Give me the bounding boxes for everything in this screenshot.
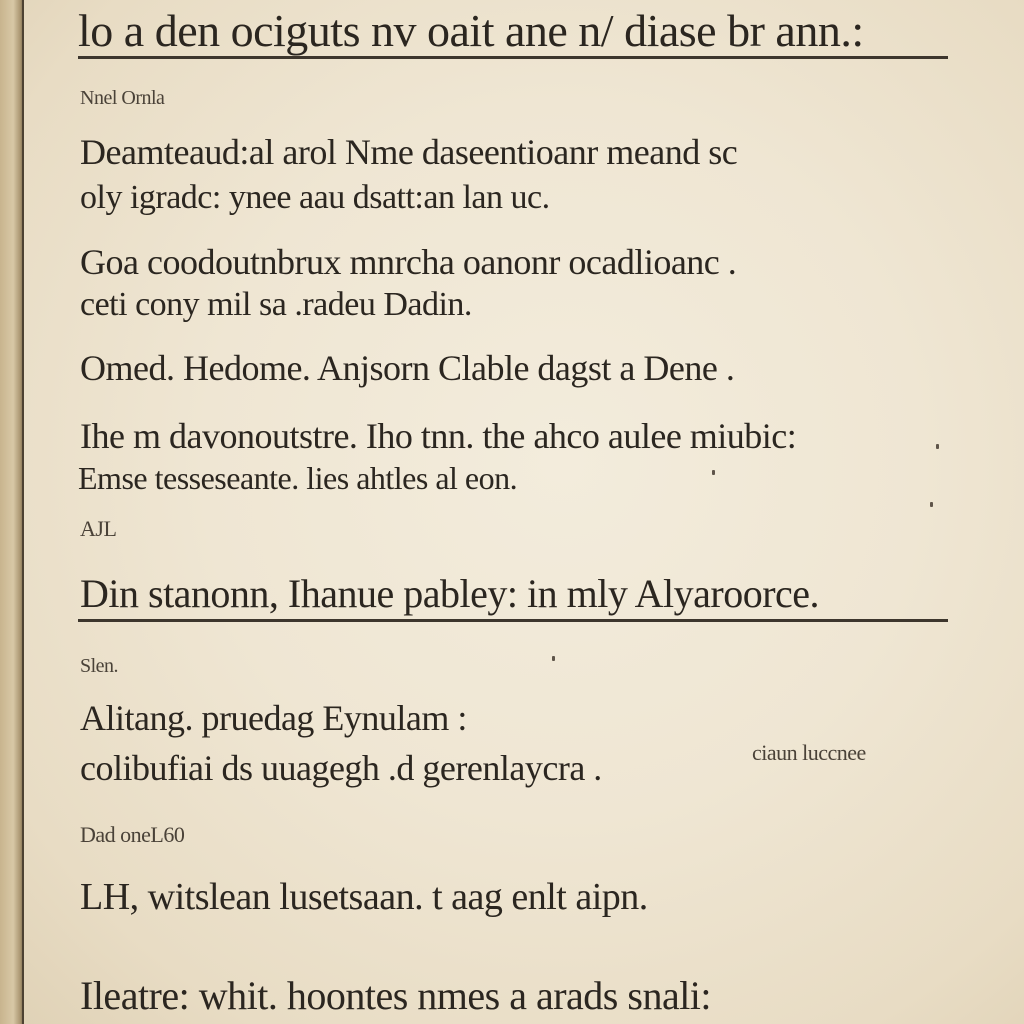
paragraph-line: Goa coodoutnbrux mnrcha oanonr ocadlioanc . xyxy=(80,242,737,282)
ink-speck xyxy=(930,502,933,507)
section-label: Slen. xyxy=(80,655,119,677)
paragraph-line: ceti cony mil sa .radeu Dadin. xyxy=(80,286,472,323)
paragraph-line: oly igradc: ynee aau dsatt:an lan uc. xyxy=(80,179,550,216)
paragraph-line: Alitang. pruedag Eynulam : xyxy=(80,698,467,738)
page-title: lo a den ociguts nv oait ane n/ diase br ann.: xyxy=(78,5,864,56)
paragraph-line: colibufiai ds uuagegh .d gerenlaycra . xyxy=(80,748,602,788)
book-binding xyxy=(0,0,24,1024)
paragraph-line: Deamteaud:al arol Nme daseentioanr meand sc xyxy=(80,132,738,172)
paragraph-line: Ihe m davonoutstre. Iho tnn. the ahco aulee miubic: xyxy=(80,416,797,456)
section-label: Nnel Ornla xyxy=(80,87,165,109)
margin-note: ciaun luccnee xyxy=(752,740,866,765)
ink-speck xyxy=(936,444,939,449)
paragraph-line: Omed. Hedome. Anjsorn Clable dagst a Dene . xyxy=(80,348,735,388)
title-rule xyxy=(78,56,948,59)
heading-rule xyxy=(78,619,948,622)
paragraph-line: Ileatre: whit. hoontes nmes a arads snali: xyxy=(80,973,712,1018)
section-footer: Dad oneL60 xyxy=(80,822,185,847)
section-footer: AJL xyxy=(80,516,117,541)
paragraph-line: LH, witslean lusetsaan. t aag enlt aipn. xyxy=(80,876,648,918)
ink-speck xyxy=(552,656,555,661)
binding-edge xyxy=(22,0,24,1024)
ink-speck xyxy=(712,470,715,475)
paragraph-line: Emse tesseseante. lies ahtles al eon. xyxy=(78,460,518,496)
section-heading: Din stanonn, Ihanue pabley: in mly Alyaroorce. xyxy=(80,571,820,616)
